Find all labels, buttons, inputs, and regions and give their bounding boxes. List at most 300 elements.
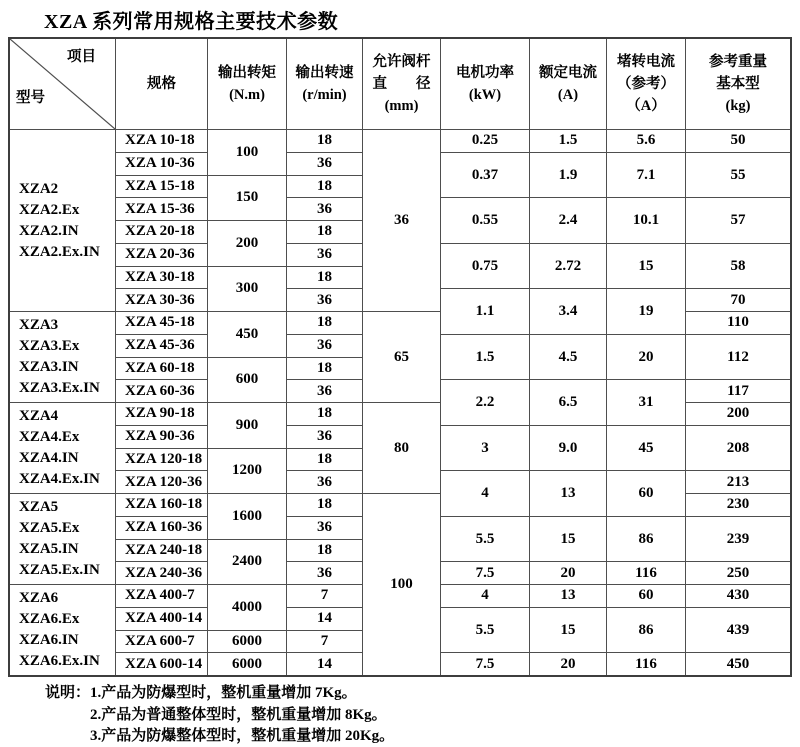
header-label: (N.m) (229, 87, 265, 103)
cell-value: 9.0 (558, 439, 578, 456)
spec-cell (116, 449, 207, 471)
cell-value: 1.5 (558, 132, 578, 149)
rated-current-cell (530, 517, 606, 562)
spec-label: XZA 20-18 (125, 223, 195, 240)
rated-current-cell (530, 562, 606, 584)
cell-value: 6000 (232, 655, 262, 672)
page-title: XZA 系列常用规格主要技术参数 (44, 11, 339, 33)
cell-value: 5.5 (475, 621, 495, 638)
motor-power-cell (441, 380, 529, 425)
weight-cell (686, 289, 790, 311)
cell-value: 200 (726, 405, 750, 422)
notes-items (90, 683, 394, 747)
cell-value: 117 (727, 382, 749, 399)
cell-value: 36 (394, 212, 409, 228)
spec-cell (116, 221, 207, 243)
spec-cell (116, 198, 207, 220)
torque-cell (208, 267, 286, 312)
header-stem-diameter (363, 39, 440, 129)
torque-cell (208, 221, 286, 266)
torque-cell (208, 176, 286, 221)
stall-current-cell (607, 380, 685, 425)
stall-current-cell (607, 130, 685, 152)
spec-label: XZA 120-36 (125, 473, 203, 490)
spec-label: XZA 90-36 (125, 428, 195, 445)
spec-cell (116, 517, 207, 539)
spec-cell (116, 289, 207, 311)
model-label: XZA5.Ex (19, 520, 80, 536)
header-label: 电机功率 (456, 65, 514, 81)
speed-cell (287, 289, 362, 311)
spec-cell (116, 358, 207, 380)
model-label: XZA3 (19, 317, 59, 333)
motor-power-cell (441, 517, 529, 562)
diagonal-divider-line (10, 39, 115, 129)
cell-value: 15 (638, 257, 654, 274)
cell-value: 86 (638, 621, 654, 638)
note-line: 2.产品为普通整体型时，整机重量增加 8Kg。 (90, 706, 387, 723)
cell-value: 18 (317, 132, 332, 149)
model-label: XZA6 (19, 590, 59, 606)
spec-label: XZA 60-18 (125, 359, 195, 376)
cell-value: 450 (726, 655, 750, 672)
speed-cell (287, 244, 362, 266)
rated-current-cell (530, 380, 606, 425)
notes (45, 683, 394, 747)
weight-cell (686, 426, 790, 471)
spec-cell (116, 585, 207, 607)
cell-value: 13 (560, 587, 576, 604)
torque-cell (208, 312, 286, 357)
speed-cell (287, 631, 362, 653)
stall-current-cell (607, 335, 685, 380)
cell-value: 4 (481, 485, 489, 501)
cell-value: 19 (638, 303, 654, 319)
model-group-cell (10, 130, 115, 311)
weight-cell (686, 153, 790, 198)
weight-cell (686, 517, 790, 562)
spec-cell (116, 130, 207, 152)
spec-label: XZA 400-14 (125, 610, 203, 627)
note-line: 1.产品为防爆型时，整机重量增加 7Kg。 (90, 685, 357, 701)
notes-label: 说明： (45, 685, 91, 701)
torque-cell (208, 130, 286, 175)
weight-cell (686, 380, 790, 402)
cell-value: 5.5 (475, 530, 495, 547)
stem-diameter-cell (363, 403, 440, 493)
stem-diameter-cell (363, 130, 440, 311)
cell-value: 18 (317, 450, 332, 467)
header-stall-current (607, 39, 685, 129)
rated-current-cell (530, 653, 606, 675)
speed-cell (287, 449, 362, 471)
motor-power-cell (441, 426, 529, 471)
cell-value: 2400 (232, 553, 262, 570)
speed-cell (287, 335, 362, 357)
spec-cell (116, 653, 207, 675)
model-label: XZA2.Ex.IN (19, 243, 100, 260)
cell-value: 450 (235, 325, 259, 342)
cell-value: 55 (730, 166, 746, 183)
cell-value: 14 (317, 610, 332, 627)
model-label: XZA4.IN (19, 450, 79, 466)
cell-value: 208 (726, 439, 750, 456)
spec-cell (116, 494, 207, 516)
stall-current-cell (607, 517, 685, 562)
model-label: XZA3.Ex.IN (19, 380, 100, 396)
cell-value: 6.5 (558, 394, 578, 410)
model-label: XZA2.IN (19, 222, 79, 239)
cell-value: 65 (394, 348, 409, 365)
model-label: XZA2.Ex (19, 201, 80, 218)
cell-value: 7 (320, 587, 329, 604)
cell-value: 18 (317, 268, 332, 285)
cell-value: 18 (317, 541, 332, 558)
cell-value: 86 (638, 530, 654, 547)
header-spec (116, 39, 207, 129)
cell-value: 0.25 (471, 132, 499, 149)
cell-value: 5.6 (636, 132, 656, 149)
speed-cell (287, 198, 362, 220)
speed-cell (287, 312, 362, 334)
spec-label: XZA 10-18 (125, 132, 195, 149)
motor-power-cell (441, 244, 529, 289)
model-label: XZA4.Ex.IN (19, 471, 100, 487)
cell-value: 15 (560, 621, 576, 638)
spec-cell (116, 176, 207, 198)
torque-cell (208, 540, 286, 585)
spec-label: XZA 120-18 (125, 450, 203, 467)
weight-cell (686, 403, 790, 425)
cell-value: 36 (317, 564, 332, 581)
weight-cell (686, 608, 790, 653)
rated-current-cell (530, 153, 606, 198)
spec-cell (116, 562, 207, 584)
cell-value: 0.55 (471, 212, 499, 228)
torque-cell (208, 449, 286, 494)
rated-current-cell (530, 335, 606, 380)
header-label: （参考） (617, 76, 675, 92)
cell-value: 0.37 (471, 166, 499, 183)
cell-value: 100 (235, 143, 259, 160)
spec-label: XZA 160-36 (125, 519, 203, 536)
spec-label: XZA 10-36 (125, 155, 195, 172)
spec-label: XZA 15-18 (125, 177, 195, 194)
cell-value: 1200 (232, 462, 262, 479)
motor-power-cell (441, 653, 529, 675)
stall-current-cell (607, 653, 685, 675)
header-label: 参考重量 (709, 54, 767, 70)
model-label: XZA2 (19, 180, 59, 197)
cell-value: 36 (317, 428, 332, 445)
cell-value: 10.1 (632, 212, 660, 228)
motor-power-cell (441, 562, 529, 584)
spec-cell (116, 244, 207, 266)
cell-value: 2.2 (475, 394, 495, 410)
torque-cell (208, 494, 286, 539)
spec-label: XZA 15-36 (125, 200, 195, 217)
model-label: XZA6.Ex.IN (19, 653, 100, 669)
model-group-cell (10, 312, 115, 402)
cell-value: 80 (394, 439, 409, 456)
spec-label: XZA 160-18 (125, 496, 203, 513)
cell-value: 439 (726, 621, 750, 638)
weight-cell (686, 494, 790, 516)
spec-cell (116, 471, 207, 493)
cell-value: 18 (317, 223, 332, 240)
cell-value: 1.1 (475, 303, 495, 319)
header-label: 输出转速 (295, 65, 354, 81)
stall-current-cell (607, 289, 685, 334)
cell-value: 14 (317, 655, 332, 672)
cell-value: 36 (317, 519, 332, 536)
speed-cell (287, 153, 362, 175)
model-group-cell (10, 403, 115, 493)
cell-value: 6000 (232, 632, 262, 649)
weight-cell (686, 130, 790, 152)
torque-cell (208, 403, 286, 448)
header-label: 规格 (147, 76, 176, 92)
cell-value: 18 (317, 314, 332, 331)
cell-value: 45 (638, 439, 654, 456)
model-label: XZA6.IN (19, 632, 79, 648)
cell-value: 1.9 (558, 166, 578, 183)
speed-cell (287, 517, 362, 539)
cell-value: 36 (317, 473, 332, 490)
speed-cell (287, 267, 362, 289)
cell-value: 900 (235, 416, 259, 433)
header-label: 额定电流 (539, 65, 597, 81)
speed-cell (287, 562, 362, 584)
header-label: (kg) (725, 98, 751, 114)
header-label: (A) (557, 87, 579, 103)
cell-value: 7.5 (475, 655, 495, 672)
cell-value: 60 (638, 485, 654, 501)
stall-current-cell (607, 426, 685, 471)
cell-value: 213 (726, 473, 750, 490)
motor-power-cell (441, 198, 529, 243)
cell-value: 18 (317, 177, 332, 194)
speed-cell (287, 471, 362, 493)
model-group-cell (10, 585, 115, 675)
motor-power-cell (441, 608, 529, 653)
spec-label: XZA 600-7 (125, 632, 195, 649)
rated-current-cell (530, 608, 606, 653)
header-output-torque (208, 39, 286, 129)
cell-value: 112 (727, 348, 749, 365)
torque-cell (208, 653, 286, 675)
speed-cell (287, 221, 362, 243)
spec-label: XZA 45-18 (125, 314, 195, 331)
motor-power-cell (441, 471, 529, 516)
weight-cell (686, 585, 790, 607)
weight-cell (686, 653, 790, 675)
cell-value: 70 (730, 291, 746, 308)
spec-cell (116, 608, 207, 630)
spec-cell (116, 631, 207, 653)
cell-value: 20 (560, 564, 576, 581)
model-label: XZA5.IN (19, 541, 79, 557)
speed-cell (287, 380, 362, 402)
cell-value: 36 (317, 291, 332, 308)
weight-cell (686, 312, 790, 334)
weight-cell (686, 471, 790, 493)
spec-label: XZA 400-7 (125, 587, 195, 604)
header-reference-weight (686, 39, 790, 129)
speed-cell (287, 608, 362, 630)
header-label: 允许阀杆 (372, 54, 431, 70)
model-label: XZA4 (19, 408, 59, 424)
weight-cell (686, 562, 790, 584)
rated-current-cell (530, 289, 606, 334)
model-label: XZA3.IN (19, 359, 79, 375)
speed-cell (287, 403, 362, 425)
spec-cell (116, 426, 207, 448)
speed-cell (287, 540, 362, 562)
speed-cell (287, 426, 362, 448)
cell-value: 7 (320, 632, 329, 649)
stall-current-cell (607, 562, 685, 584)
spec-cell (116, 335, 207, 357)
speed-cell (287, 176, 362, 198)
note-line: 3.产品为防爆整体型时，整机重量增加 20Kg。 (90, 728, 395, 744)
cell-value: 4 (481, 587, 489, 604)
spec-cell (116, 153, 207, 175)
spec-label: XZA 30-18 (125, 268, 195, 285)
cell-value: 31 (638, 394, 654, 410)
cell-value: 36 (317, 155, 332, 172)
weight-cell (686, 335, 790, 380)
model-label: XZA3.Ex (19, 338, 80, 354)
header-rated-current (530, 39, 606, 129)
cell-value: 116 (635, 564, 657, 581)
cell-value: 2.4 (558, 212, 578, 228)
cell-value: 4000 (232, 598, 262, 615)
cell-value: 18 (317, 405, 332, 422)
spec-label: XZA 600-14 (125, 655, 203, 672)
cell-value: 150 (235, 189, 259, 206)
speed-cell (287, 130, 362, 152)
cell-value: 36 (317, 382, 332, 399)
stem-diameter-cell (363, 494, 440, 675)
cell-value: 18 (317, 359, 332, 376)
cell-value: 300 (235, 280, 259, 297)
stall-current-cell (607, 244, 685, 289)
stall-current-cell (607, 198, 685, 243)
cell-value: 600 (235, 371, 259, 388)
motor-power-cell (441, 130, 529, 152)
cell-value: 3.4 (558, 303, 578, 319)
rated-current-cell (530, 244, 606, 289)
cell-value: 36 (317, 200, 332, 217)
cell-value: 1600 (232, 507, 262, 524)
header-motor-power (441, 39, 529, 129)
spec-label: XZA 45-36 (125, 337, 195, 354)
stall-current-cell (607, 585, 685, 607)
motor-power-cell (441, 289, 529, 334)
weight-cell (686, 198, 790, 243)
header-label: (r/min) (302, 87, 347, 103)
model-label: XZA5 (19, 499, 59, 515)
spec-label: XZA 240-18 (125, 541, 203, 558)
cell-value: 20 (560, 655, 576, 672)
cell-value: 110 (727, 314, 749, 331)
torque-cell (208, 585, 286, 630)
cell-value: 57 (730, 212, 746, 228)
cell-value: 239 (726, 530, 750, 547)
stall-current-cell (607, 153, 685, 198)
model-group-cell (10, 494, 115, 584)
torque-cell (208, 631, 286, 653)
cell-value: 116 (635, 655, 657, 672)
rated-current-cell (530, 585, 606, 607)
spec-label: XZA 60-36 (125, 382, 195, 399)
spec-cell (116, 403, 207, 425)
motor-power-cell (441, 585, 529, 607)
speed-cell (287, 494, 362, 516)
cell-value: 2.72 (554, 257, 582, 274)
header-label: 输出转矩 (218, 65, 276, 81)
header-diagonal-cell (10, 39, 115, 129)
motor-power-cell (441, 335, 529, 380)
rated-current-cell (530, 426, 606, 471)
spec-cell (116, 540, 207, 562)
spec-cell (116, 312, 207, 334)
header-label: 直 径 (372, 76, 431, 92)
rated-current-cell (530, 198, 606, 243)
speed-cell (287, 585, 362, 607)
spec-table (8, 37, 792, 677)
header-label: （A） (626, 98, 666, 114)
cell-value: 7.1 (636, 166, 656, 183)
header-model-label: 型号 (16, 90, 45, 106)
spec-cell (116, 380, 207, 402)
spec-cell (116, 267, 207, 289)
speed-cell (287, 358, 362, 380)
cell-value: 7.5 (475, 564, 495, 581)
model-label: XZA5.Ex.IN (19, 562, 100, 578)
cell-value: 3 (481, 439, 489, 456)
model-label: XZA6.Ex (19, 611, 80, 627)
cell-value: 200 (235, 234, 259, 251)
header-output-speed (287, 39, 362, 129)
cell-value: 50 (730, 132, 746, 149)
stem-diameter-cell (363, 312, 440, 402)
cell-value: 58 (730, 257, 746, 274)
header-item-label: 项目 (67, 49, 96, 65)
torque-cell (208, 358, 286, 403)
cell-value: 0.75 (471, 257, 499, 274)
header-label: (kW) (468, 87, 502, 103)
header-label: (mm) (384, 98, 419, 114)
cell-value: 1.5 (475, 348, 495, 365)
stall-current-cell (607, 471, 685, 516)
cell-value: 36 (317, 337, 332, 354)
cell-value: 430 (726, 587, 750, 604)
cell-value: 15 (560, 530, 576, 547)
cell-value: 36 (317, 246, 332, 263)
cell-value: 18 (317, 496, 332, 513)
header-label: 基本型 (716, 76, 760, 92)
cell-value: 250 (726, 564, 750, 581)
spec-label: XZA 240-36 (125, 564, 203, 581)
rated-current-cell (530, 471, 606, 516)
cell-value: 20 (638, 348, 654, 365)
cell-value: 230 (726, 496, 750, 513)
cell-value: 60 (638, 587, 654, 604)
speed-cell (287, 653, 362, 675)
rated-current-cell (530, 130, 606, 152)
